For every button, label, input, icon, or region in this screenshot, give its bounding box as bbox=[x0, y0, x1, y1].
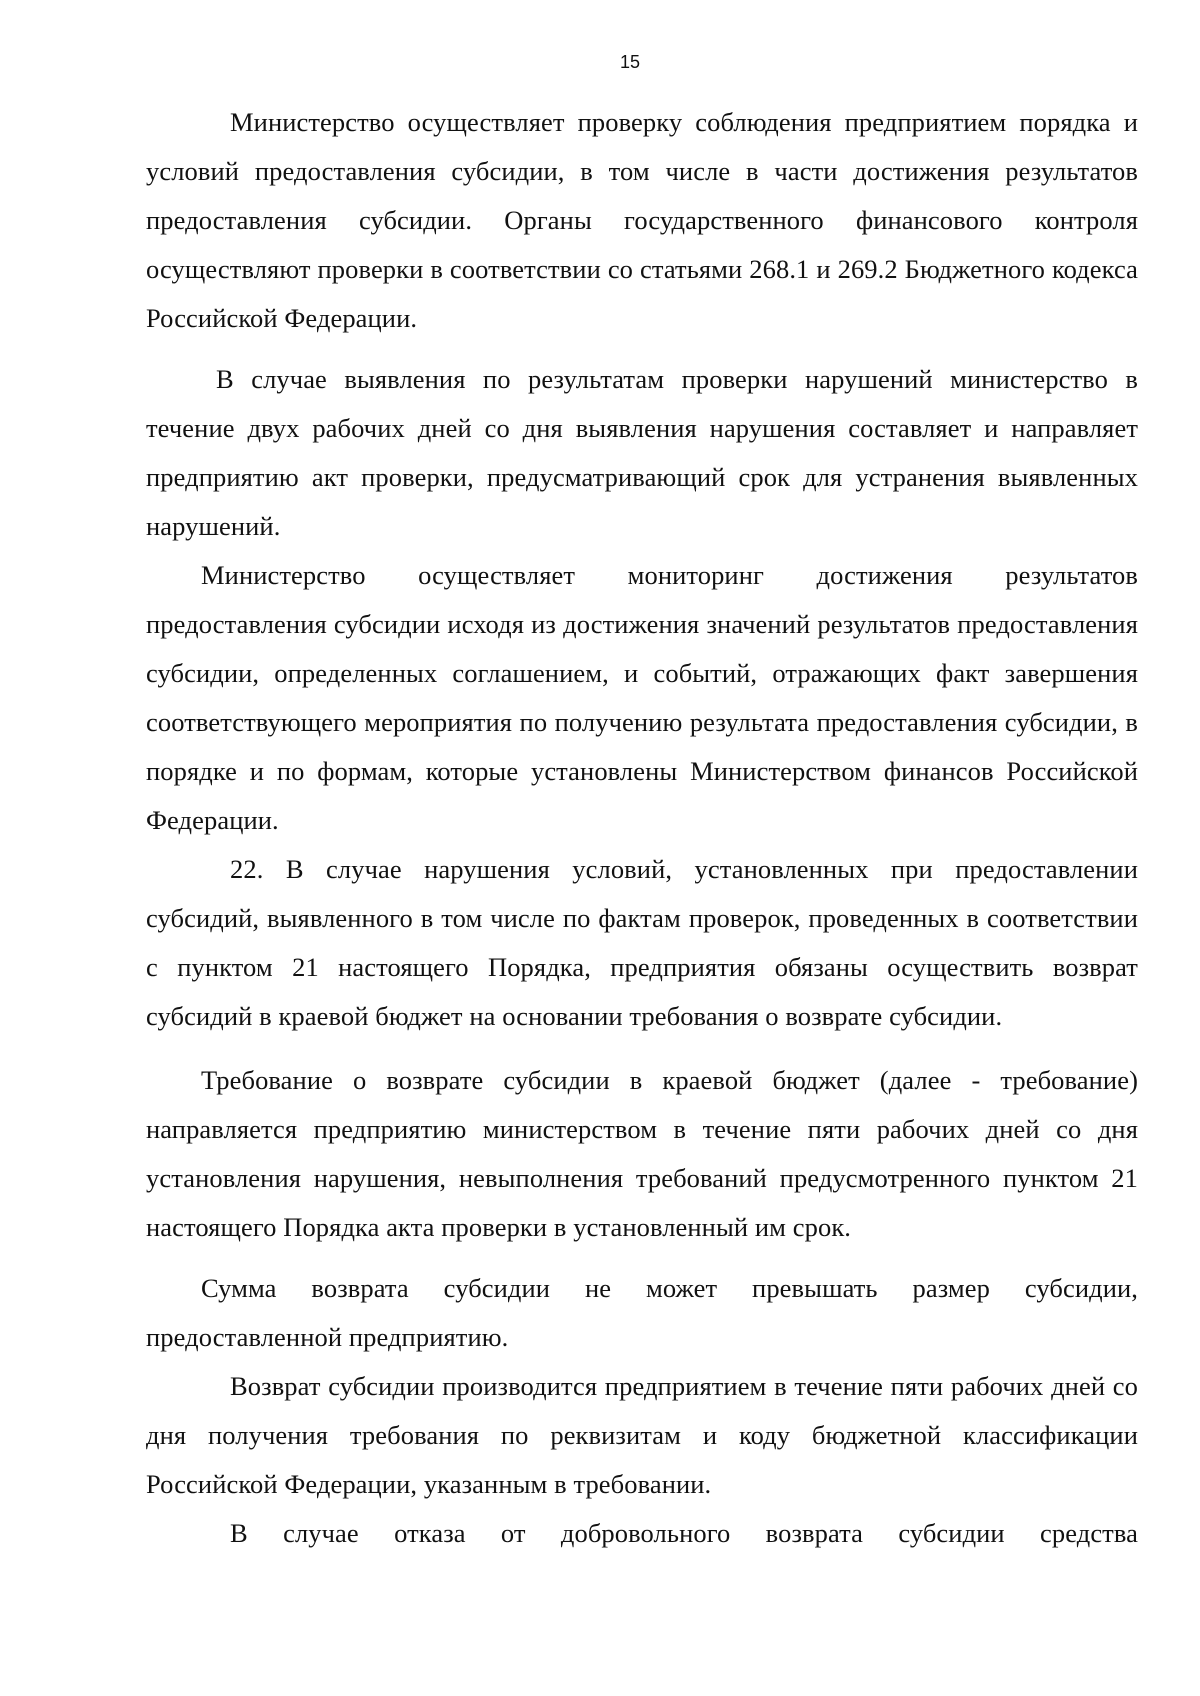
paragraph-violation-act: В случае выявления по результатам проверки нарушений министерство в течение двух рабочих дней со дня выявления нарушения составляет и направляет предприятию акт проверки, предусматривающий срок для устранения выявленных нарушений. bbox=[146, 364, 1138, 541]
paragraph-monitoring: Министерство осуществляет мониторинг достижения результатов предоставления субсидии исходя из достижения значений результатов предоставления субсидии, определенных соглашением, и событий, отражающих факт завершения соответствующего мероприятия по получению результата предоставления субсидии, в порядке и по формам, которые установлены Министерством финансов Российской Федерации. bbox=[146, 560, 1138, 835]
paragraph-item-22: 22. В случае нарушения условий, установленных при предоставлении субсидий, выявленного в том числе по фактам проверок, проведенных в соответствии с пунктом 21 настоящего Порядка, предприятия обязаны осуществить возврат субсидий в краевой бюджет на основании требования о возврате субсидии. bbox=[146, 854, 1138, 1031]
paragraph-return-procedure: Возврат субсидии производится предприятием в течение пяти рабочих дней со дня получения требования по реквизитам и коду бюджетной классификации Российской Федерации, указанным в требовании. bbox=[146, 1371, 1138, 1499]
page-number: 15 bbox=[619, 52, 641, 72]
paragraph-ministry-inspection: Министерство осуществляет проверку соблюдения предприятием порядка и условий предоставления субсидии, в том числе в части достижения результатов предоставления субсидии. Органы государственного финансового контроля осуществляют проверки в соответствии со статьями 268.1 и 269.2 Бюджетного кодекса Российской Федерации. bbox=[146, 107, 1138, 333]
paragraph-return-requirement: Требование о возврате субсидии в краевой бюджет (далее - требование) направляется предприятию министерством в течение пяти рабочих дней со дня установления нарушения, невыполнения требований предусмотренного пунктом 21 настоящего Порядка акта проверки в установленный им срок. bbox=[146, 1065, 1138, 1242]
document-body bbox=[146, 98, 1138, 1558]
paragraph-refusal: В случае отказа от добровольного возврата субсидии средства bbox=[230, 1518, 1138, 1548]
paragraph-return-amount: Сумма возврата субсидии не может превышать размер субсидии, предоставленной предприятию. bbox=[146, 1273, 1138, 1352]
